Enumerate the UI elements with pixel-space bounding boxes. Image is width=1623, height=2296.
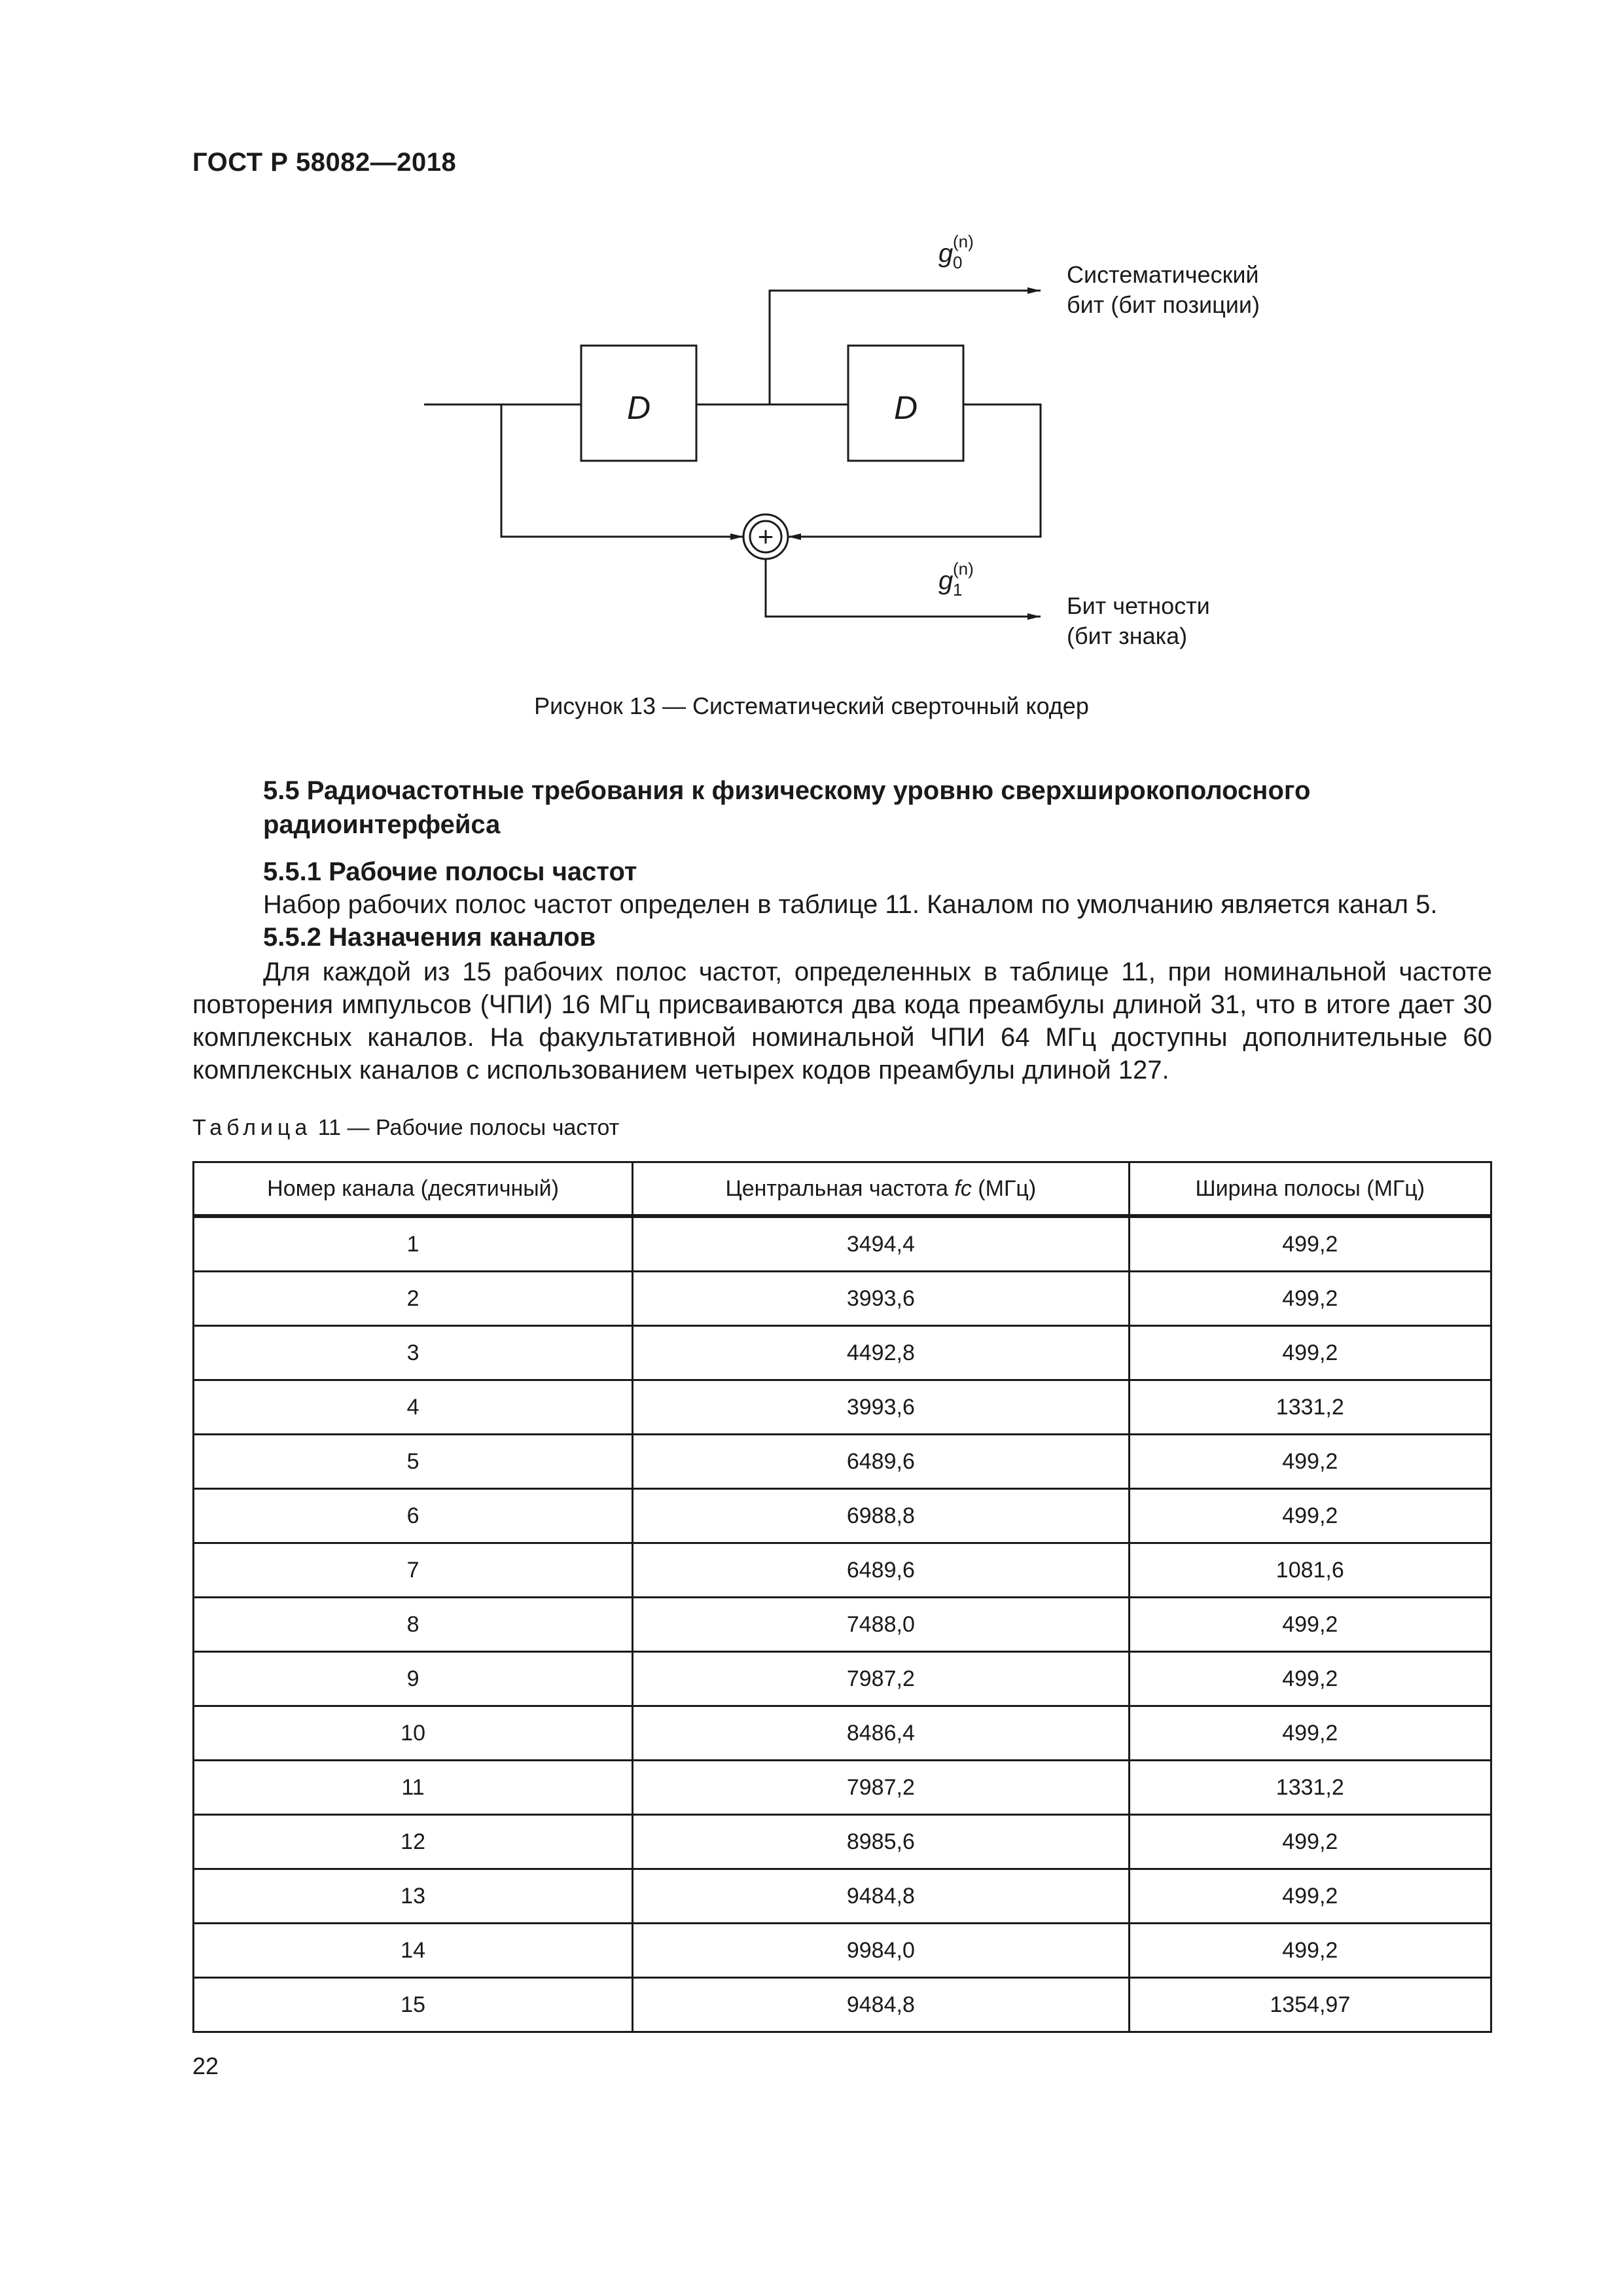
- cell-center-frequency: 7488,0: [633, 1598, 1129, 1652]
- cell-bandwidth: 1354,97: [1129, 1978, 1491, 2032]
- cell-bandwidth: 499,2: [1129, 1435, 1491, 1489]
- systematic-bit-label-line2: бит (бит позиции): [1067, 291, 1260, 318]
- cell-center-frequency: 3993,6: [633, 1380, 1129, 1435]
- cell-channel-number: 1: [194, 1216, 633, 1272]
- g0-sub: 0: [953, 253, 963, 272]
- table-row: [194, 1380, 1491, 1435]
- cell-channel-number: 3: [194, 1326, 633, 1380]
- cell-bandwidth: 499,2: [1129, 1924, 1491, 1978]
- cell-center-frequency: 6489,6: [633, 1435, 1129, 1489]
- cell-center-frequency: 6988,8: [633, 1489, 1129, 1543]
- cell-center-frequency: 9484,8: [633, 1869, 1129, 1924]
- table-row: [194, 1978, 1491, 2032]
- cell-center-frequency: 7987,2: [633, 1761, 1129, 1815]
- cell-channel-number: 6: [194, 1489, 633, 1543]
- table-caption-title: 11 — Рабочие полосы частот: [317, 1115, 620, 1140]
- cell-center-frequency: 3993,6: [633, 1272, 1129, 1326]
- figure-caption: Рисунок 13 — Систематический сверточный кодер: [534, 692, 1089, 719]
- cell-channel-number: 11: [194, 1761, 633, 1815]
- table-row: [194, 1272, 1491, 1326]
- g1-sub: 1: [953, 580, 963, 600]
- header-bandwidth: Ширина полосы (МГц): [1129, 1162, 1491, 1217]
- systematic-branch-line: [770, 291, 1041, 404]
- table-caption: [192, 1115, 619, 1141]
- cell-bandwidth: 1081,6: [1129, 1543, 1491, 1598]
- g0-sup: (n): [953, 232, 974, 251]
- subsection-text-5-5-1: Набор рабочих полос частот определен в таблице 11. Каналом по умолчанию является канал 5.: [263, 890, 1438, 919]
- document-header: ГОСТ Р 58082—2018: [192, 148, 457, 177]
- cell-channel-number: 14: [194, 1924, 633, 1978]
- subsection-heading-5-5-2: 5.5.2 Назначения каналов: [263, 923, 596, 952]
- cell-bandwidth: 499,2: [1129, 1272, 1491, 1326]
- table-body: [194, 1216, 1491, 2032]
- cell-bandwidth: 1331,2: [1129, 1380, 1491, 1435]
- header-channel-number: Номер канала (десятичный): [194, 1162, 633, 1217]
- table-row: [194, 1706, 1491, 1761]
- cell-bandwidth: 499,2: [1129, 1652, 1491, 1706]
- cell-channel-number: 5: [194, 1435, 633, 1489]
- page-number: 22: [192, 2053, 219, 2079]
- table-header-row: [194, 1162, 1491, 1217]
- subsection-heading-5-5-1: 5.5.1 Рабочие полосы частот: [263, 857, 637, 886]
- table-row: [194, 1489, 1491, 1543]
- cell-bandwidth: 499,2: [1129, 1815, 1491, 1869]
- channel-assignment-paragraph: Для каждой из 15 рабочих полос частот, определенных в таблице 11, при номинальной частоте повторения импульсов (ЧПИ) 16 МГц присваиваются два кода преамбулы длиной 31, что в итоге дает 30 комплексных каналов. На факультативной номинальной ЧПИ 64 МГц доступны дополнительные 60 комплексных каналов с использованием четырех кодов преамбулы длиной 127.: [192, 958, 1492, 1085]
- cell-channel-number: 10: [194, 1706, 633, 1761]
- cell-center-frequency: 6489,6: [633, 1543, 1129, 1598]
- cell-channel-number: 13: [194, 1869, 633, 1924]
- cell-center-frequency: 9984,0: [633, 1924, 1129, 1978]
- table-row: [194, 1543, 1491, 1598]
- cell-center-frequency: 3494,4: [633, 1216, 1129, 1272]
- cell-bandwidth: 499,2: [1129, 1598, 1491, 1652]
- cell-channel-number: 2: [194, 1272, 633, 1326]
- parity-output-line: [766, 559, 1041, 617]
- header-center-frequency-post: (МГц): [971, 1175, 1037, 1201]
- cell-channel-number: 4: [194, 1380, 633, 1435]
- cell-bandwidth: 499,2: [1129, 1489, 1491, 1543]
- cell-center-frequency: 8985,6: [633, 1815, 1129, 1869]
- cell-bandwidth: 499,2: [1129, 1869, 1491, 1924]
- header-center-frequency-var: fc: [954, 1175, 972, 1201]
- header-center-frequency: [633, 1162, 1129, 1217]
- cell-channel-number: 9: [194, 1652, 633, 1706]
- cell-bandwidth: 1331,2: [1129, 1761, 1491, 1815]
- table-row: [194, 1435, 1491, 1489]
- table-row: [194, 1869, 1491, 1924]
- cell-bandwidth: 499,2: [1129, 1706, 1491, 1761]
- parity-bit-label-line1: Бит четности: [1067, 592, 1210, 619]
- table-row: [194, 1652, 1491, 1706]
- header-center-frequency-pre: Центральная частота: [725, 1175, 955, 1201]
- table-row: [194, 1598, 1491, 1652]
- table-row: [194, 1924, 1491, 1978]
- cell-center-frequency: 9484,8: [633, 1978, 1129, 2032]
- cell-center-frequency: 4492,8: [633, 1326, 1129, 1380]
- table-row: [194, 1326, 1491, 1380]
- convolutional-encoder-diagram: [419, 223, 1309, 668]
- feedback-line-left: [501, 404, 743, 537]
- adder-symbol: +: [757, 521, 774, 552]
- table-row: [194, 1815, 1491, 1869]
- frequency-bands-table: [192, 1161, 1492, 2033]
- g1-label: g: [938, 566, 954, 595]
- cell-channel-number: 7: [194, 1543, 633, 1598]
- cell-bandwidth: 499,2: [1129, 1216, 1491, 1272]
- table-row: [194, 1761, 1491, 1815]
- cell-center-frequency: 7987,2: [633, 1652, 1129, 1706]
- g0-label: g: [938, 239, 954, 268]
- table-row: [194, 1216, 1491, 1272]
- section-heading-line1: 5.5 Радиочастотные требования к физическому уровню сверхширокополосного: [263, 776, 1311, 805]
- section-heading-line2: радиоинтерфейса: [263, 810, 501, 839]
- cell-center-frequency: 8486,4: [633, 1706, 1129, 1761]
- cell-channel-number: 8: [194, 1598, 633, 1652]
- delay-block-1-label: D: [626, 389, 651, 426]
- cell-channel-number: 12: [194, 1815, 633, 1869]
- table-caption-label: Таблица: [192, 1115, 312, 1140]
- delay-block-2-label: D: [893, 389, 918, 426]
- systematic-bit-label-line1: Систематический: [1067, 261, 1259, 288]
- g1-sup: (n): [953, 559, 974, 579]
- cell-channel-number: 15: [194, 1978, 633, 2032]
- cell-bandwidth: 499,2: [1129, 1326, 1491, 1380]
- section-heading: [263, 774, 1441, 842]
- parity-bit-label-line2: (бит знака): [1067, 622, 1188, 649]
